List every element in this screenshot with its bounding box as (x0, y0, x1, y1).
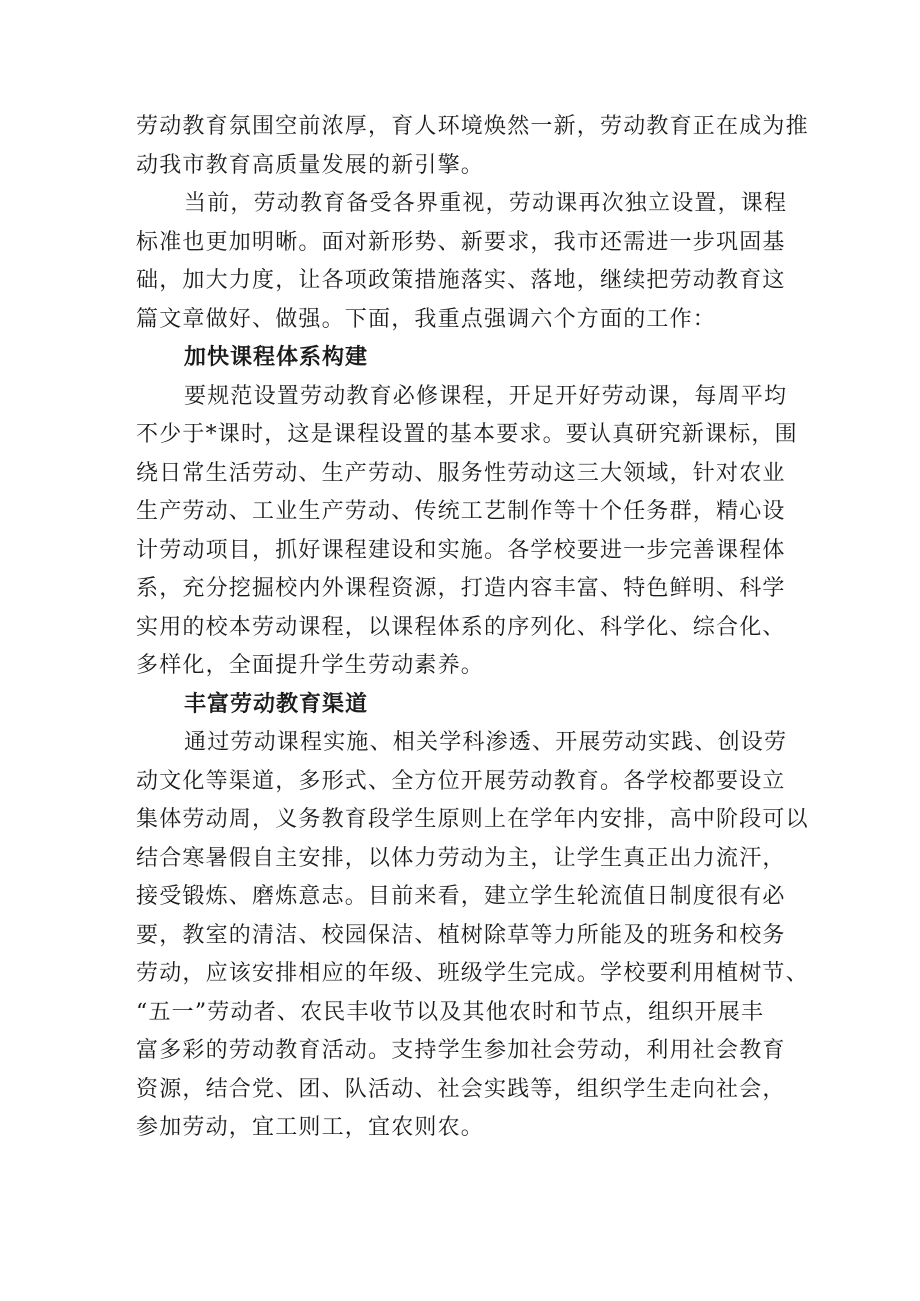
text-line: 标准也更加明晰。面对新形势、新要求，我市还需进一步巩固基 (136, 229, 786, 255)
text-line: “五一”劳动者、农民丰收节以及其他农时和节点，组织开展丰 (136, 999, 765, 1025)
text-line: 富多彩的劳动教育活动。支持学生参加社会劳动，利用社会教育 (136, 1038, 786, 1063)
text-line: 不少于*课时，这是课程设置的基本要求。要认真研究新课标，围 (136, 422, 798, 447)
text-line: 通过劳动课程实施、相关学科渗透、开展劳动实践、创设劳 (184, 730, 788, 755)
text-line: 要规范设置劳动教育必修课程，开足开好劳动课，每周平均 (184, 383, 788, 409)
text-line: 要，教室的清洁、校园保洁、植树除草等力所能及的班务和校务 (136, 922, 786, 948)
text-line: 多样化，全面提升学生劳动素养。 (136, 653, 485, 678)
text-line: 实用的校本劳动课程，以课程体系的序列化、科学化、综合化、 (136, 614, 786, 640)
text-line: 参加劳动，宜工则工，宜农则农。 (136, 1115, 485, 1140)
text-line: 动文化等渠道，多形式、全方位开展劳动教育。各学校都要设立 (136, 768, 786, 794)
text-line: 绕日常生活劳动、生产劳动、服务性劳动这三大领域，针对农业 (136, 460, 786, 486)
text-line: 系，充分挖掘校内外课程资源，打造内容丰富、特色鲜明、科学 (136, 576, 786, 601)
text-line: 资源，结合党、团、队活动、社会实践等，组织学生走向社会， (136, 1076, 786, 1102)
section-heading (136, 339, 792, 378)
text-line: 篇文章做好、做强。下面，我重点强调六个方面的工作： (136, 306, 717, 332)
text-line: 计劳动项目，抓好课程建设和实施。各学校要进一步完善课程体 (136, 537, 786, 563)
heading-text: 加快课程体系构建 (184, 345, 369, 370)
text-line: 当前，劳动教育备受各界重视，劳动课再次独立设置，课程 (184, 191, 788, 216)
text-line: 接受锻炼、磨炼意志。目前来看，建立学生轮流值日制度很有必 (136, 884, 786, 909)
text-line: 劳动，应该安排相应的年级、班级学生完成。学校要利用植树节、 (136, 961, 809, 986)
section-heading (136, 686, 792, 725)
text-line: 集体劳动周，义务教育段学生原则上在学年内安排，高中阶段可以 (136, 807, 809, 832)
text-line: 生产劳动、工业生产劳动、传统工艺制作等十个任务群，精心设 (136, 499, 786, 524)
document-body (136, 108, 809, 1148)
text-line: 劳动教育氛围空前浓厚，育人环境焕然一新，劳动教育正在成为推 (136, 114, 809, 139)
paragraph (136, 378, 798, 686)
text-line: 结合寒暑假自主安排，以体力劳动为主，让学生真正出力流汗， (136, 845, 786, 871)
paragraph (136, 108, 809, 185)
paragraph (136, 185, 792, 339)
paragraph (136, 724, 809, 1148)
text-line: 础，加大力度，让各项政策措施落实、落地，继续把劳动教育这 (136, 268, 786, 293)
heading-text: 丰富劳动教育渠道 (184, 691, 369, 717)
text-line: 动我市教育高质量发展的新引擎。 (136, 152, 485, 178)
